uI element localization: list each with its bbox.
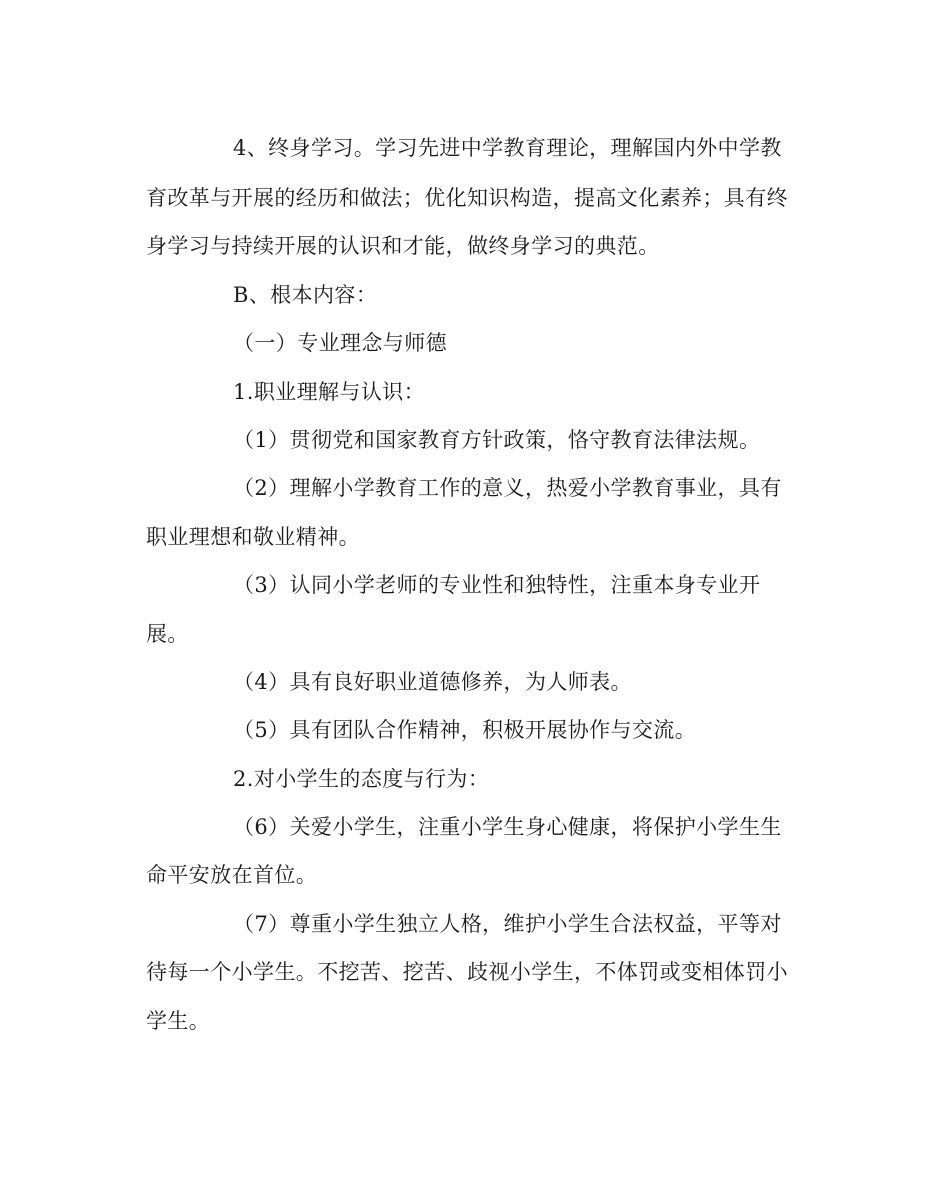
list-item-continuation: 学生。 [146, 1009, 211, 1033]
list-item: （6）关爱小学生，注重小学生身心健康，将保护小学生生 [233, 815, 782, 839]
list-item-continuation: 职业理想和敬业精神。 [146, 525, 360, 549]
list-item: （7）尊重小学生独立人格，维护小学生合法权益，平等对 [233, 912, 782, 936]
list-item: （1）贯彻党和国家教育方针政策，恪守教育法律法规。 [233, 428, 761, 452]
list-item: （2）理解小学教育工作的意义，热爱小学教育事业，具有 [233, 476, 782, 500]
list-item: （5）具有团队合作精神，积极开展协作与交流。 [233, 718, 697, 742]
subsection-heading: （一）专业理念与师德 [233, 331, 447, 355]
paragraph-line: 身学习与持续开展的认识和才能，做终身学习的典范。 [146, 234, 660, 258]
item-heading: 1.职业理解与认识： [233, 380, 426, 404]
list-item: （4）具有良好职业道德修养，为人师表。 [233, 670, 632, 694]
list-item-continuation: 展。 [146, 622, 189, 646]
list-item: （3）认同小学老师的专业性和独特性，注重本身专业开 [233, 573, 761, 597]
paragraph-line: 育改革与开展的经历和做法；优化知识构造，提高文化素养；具有终 [146, 186, 788, 210]
paragraph-line: 4、终身学习。学习先进中学教育理论，理解国内外中学教 [233, 136, 782, 160]
list-item-continuation: 待每一个小学生。不挖苦、挖苦、歧视小学生，不体罚或变相体罚小 [146, 960, 788, 984]
section-heading: B、根本内容： [233, 283, 378, 307]
list-item-continuation: 命平安放在首位。 [146, 863, 318, 887]
item-heading: 2.对小学生的态度与行为： [233, 767, 490, 791]
